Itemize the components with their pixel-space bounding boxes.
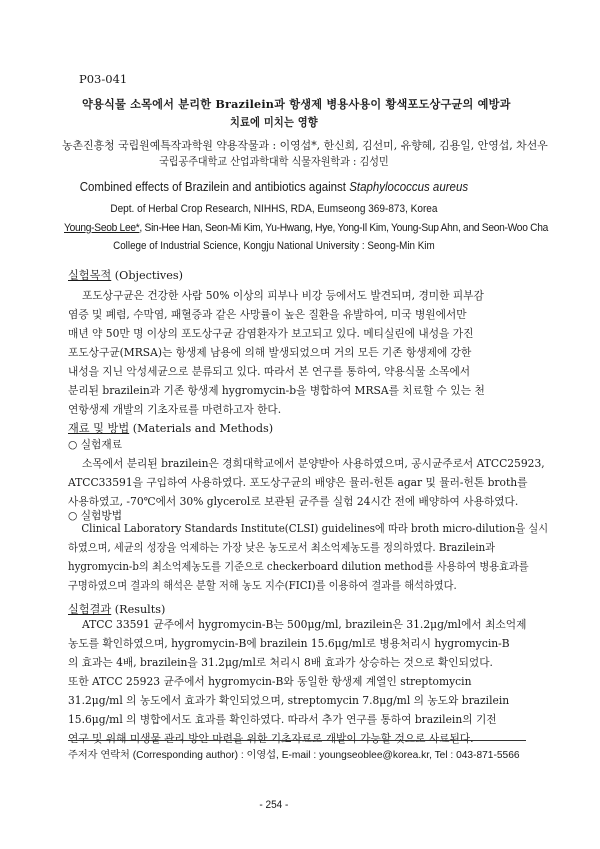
objectives-line: 분리된 brazilein과 기존 항생제 hygromycin-b을 병합하여 MRSA를 치료할 수 있는 천 xyxy=(68,384,485,397)
co-authors: , Sin-Hee Han, Seon-Mi Kim, Yu-Hwang, Hye, Yong-Il Kim, Young-Sup Ahn, and Seon-Woo Cha xyxy=(139,222,549,234)
objectives-line: 매년 약 50만 명 이상의 포도상구균 감염환자가 보고되고 있다. 메티실린에 내성을 가진 xyxy=(68,327,474,340)
methods-subheading-procedure: ○ 실험방법 xyxy=(68,509,123,522)
objectives-line: 연항생제 개발의 기초자료를 마련하고자 한다. xyxy=(68,403,282,416)
methods-procedure-line: 구명하였으며 결과의 해석은 분할 저해 농도 지수(FICI)를 이용하여 결과를 해석하였다. xyxy=(68,579,457,592)
methods-heading-en: (Materials and Methods) xyxy=(129,422,274,435)
objectives-heading-en: (Objectives) xyxy=(111,269,183,282)
korean-authors-line-1: 농촌진흥청 국립원예특작과학원 약용작물과 : 이영섭*, 한신희, 김선미, 유향혜, 김용일, 안영섭, 차선우 xyxy=(62,139,548,152)
methods-procedure-line: Clinical Laboratory Standards Institute(CLSI) guidelines에 따라 broth micro-dilution을 실시 xyxy=(81,522,549,535)
results-line: 의 효과는 4배, brazilein을 31.2μg/ml로 처리시 8배 효과가 상승하는 것으로 확인되었다. xyxy=(68,656,493,669)
methods-heading-ko: 재료 및 방법 xyxy=(68,422,130,435)
methods-procedure-line: hygromycin-b의 최소억제농도를 기준으로 checkerboard dilution method를 사용하여 병용효과를 xyxy=(68,560,529,573)
methods-materials-line: 사용하였고, -70℃에서 30% glycerol로 보관된 균주를 실험 24시간 전에 배양하여 사용하였다. xyxy=(68,495,519,508)
results-paragraph xyxy=(68,615,526,748)
methods-heading xyxy=(68,420,273,436)
methods-materials-line: 소목에서 분리된 brazilein은 경희대학교에서 분양받아 사용하였으며, 공시균주로서 ATCC25923, xyxy=(82,457,545,470)
english-authors xyxy=(64,222,548,234)
methods-materials-paragraph xyxy=(68,454,545,511)
methods-procedure-paragraph xyxy=(68,519,548,595)
objectives-line: 포도상구균(MRSA)는 항생제 남용에 의해 발생되었으며 거의 모든 기존 항생제에 강한 xyxy=(68,346,472,359)
results-line: ATCC 33591 균주에서 hygromycin-B는 500μg/ml, brazilein은 31.2μg/ml에서 최소억제 xyxy=(82,618,527,631)
korean-title-line-2: 치료에 미치는 영향 xyxy=(229,115,318,129)
english-college: College of Industrial Science, Kongju National University : Seong-Min Kim xyxy=(113,240,435,252)
page-number: - 254 - xyxy=(259,799,289,811)
english-title-prefix: Combined effects of Brazilein and antibiotics against xyxy=(79,180,350,194)
corresponding-author-footnote: 주저자 연락처 (Corresponding author) : 이영섭, E-mail : youngseoblee@korea.kr, Tel : 043-871-5566 xyxy=(68,750,520,761)
objectives-line: 내성을 지닌 악성세균으로 분류되고 있다. 따라서 본 연구를 통하여, 약용식물 소목에서 xyxy=(68,365,471,378)
english-title-species: Staphylococcus aureus xyxy=(349,180,469,194)
first-author: Young-Seob Lee* xyxy=(64,222,140,234)
methods-procedure-line: 하였으며, 세균의 성장을 억제하는 가장 낮은 농도로서 최소억제농도를 정의하였다. Brazilein과 xyxy=(68,541,496,554)
results-line: 농도를 확인하였으며, hygromycin-B에 brazilein 15.6μg/ml로 병용처리시 hygromycin-B xyxy=(68,637,510,650)
objectives-heading-ko: 실험목적 xyxy=(68,269,112,282)
results-line: 15.6μg/ml 의 병합에서도 효과를 확인하였다. 따라서 추가 연구를 통하여 brazilein의 기전 xyxy=(68,713,497,726)
results-line: 연구 및 위해 미생물 관리 방안 마련을 위한 기초자료로 개발이 가능할 것으로 사료된다. xyxy=(68,732,474,745)
korean-authors-line-2: 국립공주대학교 산업과학대학 식물자원학과 : 김성민 xyxy=(159,155,389,168)
korean-title-line-1: 약용식물 소목에서 분리한 Brazilein과 항생제 병용사용이 황색포도상구균의 예방과 xyxy=(82,97,511,111)
english-department: Dept. of Herbal Crop Research, NIHHS, RDA, Eumseong 369-873, Korea xyxy=(110,203,438,215)
objectives-heading xyxy=(68,267,183,283)
results-heading-en: (Results) xyxy=(111,603,166,616)
footnote-divider xyxy=(68,740,526,741)
objectives-paragraph xyxy=(68,286,485,419)
results-line: 31.2μg/ml 의 농도에서 효과가 확인되었으며, streptomycin 7.8μg/ml 의 농도와 brazilein xyxy=(68,694,510,707)
methods-subheading-materials: ○ 실험재료 xyxy=(68,438,123,451)
results-heading-ko: 실험결과 xyxy=(68,603,112,616)
english-title xyxy=(0,180,548,194)
objectives-line: 염증 및 폐렴, 수막염, 패혈증과 같은 사망률이 높은 질환을 유발하여, 미국 병원에서만 xyxy=(68,308,467,321)
results-line: 또한 ATCC 25923 균주에서 hygromycin-B와 동일한 항생제 계열인 streptomycin xyxy=(68,675,472,688)
abstract-code: P03-041 xyxy=(79,72,128,86)
methods-materials-line: ATCC33591을 구입하여 사용하였다. 포도상구균의 배양은 뮬러-헌톤 agar 및 뮬러-헌톤 broth를 xyxy=(68,476,528,489)
objectives-line: 포도상구균은 건강한 사람 50% 이상의 피부나 비강 등에서도 발견되며, 경미한 피부감 xyxy=(82,289,484,302)
